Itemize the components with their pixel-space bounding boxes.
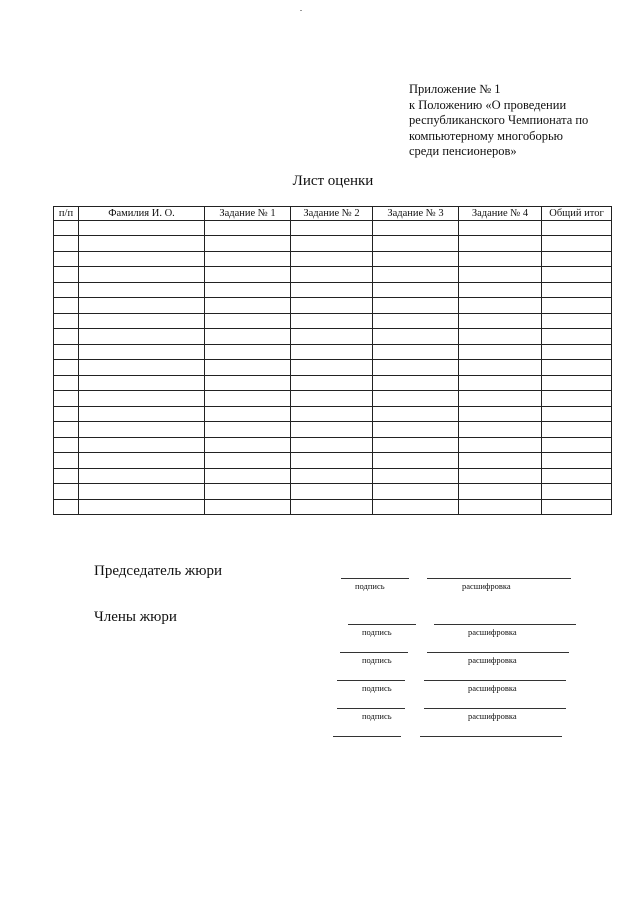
- table-cell[interactable]: [205, 422, 291, 438]
- table-cell[interactable]: [542, 499, 612, 515]
- table-cell[interactable]: [54, 220, 79, 236]
- table-cell[interactable]: [542, 437, 612, 453]
- table-cell[interactable]: [54, 360, 79, 376]
- table-cell[interactable]: [79, 437, 205, 453]
- table-cell[interactable]: [373, 484, 459, 500]
- table-row: [54, 251, 612, 267]
- members-label: Члены жюри: [94, 609, 177, 625]
- table-cell[interactable]: [291, 484, 373, 500]
- table-cell[interactable]: [459, 375, 542, 391]
- table-row: [54, 236, 612, 252]
- table-cell[interactable]: [459, 220, 542, 236]
- member-decode-line[interactable]: [434, 624, 576, 625]
- column-header-task-3: Задание № 3: [373, 207, 459, 221]
- table-cell[interactable]: [205, 267, 291, 283]
- table-cell[interactable]: [459, 313, 542, 329]
- table-cell[interactable]: [373, 391, 459, 407]
- table-cell[interactable]: [542, 422, 612, 438]
- table-cell[interactable]: [291, 236, 373, 252]
- table-cell[interactable]: [459, 236, 542, 252]
- table-cell[interactable]: [79, 313, 205, 329]
- table-cell[interactable]: [542, 360, 612, 376]
- table-row: [54, 468, 612, 484]
- table-cell[interactable]: [54, 484, 79, 500]
- table-cell[interactable]: [205, 220, 291, 236]
- table-cell[interactable]: [79, 298, 205, 314]
- column-header-number: п/п: [54, 207, 79, 221]
- decode-caption: расшифровка: [468, 683, 517, 693]
- scan-speck: [300, 10, 302, 11]
- table-cell[interactable]: [79, 220, 205, 236]
- appendix-line: среди пенсионеров»: [409, 144, 517, 158]
- table-cell[interactable]: [291, 391, 373, 407]
- table-cell[interactable]: [79, 251, 205, 267]
- table-cell[interactable]: [205, 468, 291, 484]
- chairman-decode-line[interactable]: [427, 578, 571, 579]
- table-cell[interactable]: [542, 251, 612, 267]
- table-cell[interactable]: [205, 391, 291, 407]
- table-cell[interactable]: [205, 236, 291, 252]
- table-cell[interactable]: [542, 313, 612, 329]
- table-cell[interactable]: [79, 329, 205, 345]
- decode-caption: расшифровка: [468, 655, 517, 665]
- table-cell[interactable]: [373, 375, 459, 391]
- member-signature-line[interactable]: [337, 708, 405, 709]
- table-cell[interactable]: [373, 267, 459, 283]
- table-cell[interactable]: [54, 375, 79, 391]
- sign-caption: подпись: [362, 711, 392, 721]
- table-cell[interactable]: [542, 406, 612, 422]
- table-cell[interactable]: [205, 313, 291, 329]
- table-cell[interactable]: [373, 329, 459, 345]
- appendix-line: Приложение № 1: [409, 82, 501, 96]
- evaluation-table: [53, 206, 612, 515]
- table-row: [54, 267, 612, 283]
- table-cell[interactable]: [205, 484, 291, 500]
- table-cell[interactable]: [205, 360, 291, 376]
- table-cell[interactable]: [373, 236, 459, 252]
- table-cell[interactable]: [542, 391, 612, 407]
- column-header-task-1: Задание № 1: [205, 207, 291, 221]
- column-header-total: Общий итог: [542, 207, 612, 221]
- table-cell[interactable]: [291, 437, 373, 453]
- table-cell[interactable]: [79, 453, 205, 469]
- table-cell[interactable]: [542, 236, 612, 252]
- member-signature-line[interactable]: [333, 736, 401, 737]
- table-cell[interactable]: [459, 499, 542, 515]
- table-cell[interactable]: [542, 220, 612, 236]
- table-cell[interactable]: [79, 422, 205, 438]
- table-cell[interactable]: [79, 484, 205, 500]
- table-cell[interactable]: [79, 468, 205, 484]
- table-cell[interactable]: [291, 422, 373, 438]
- table-row: [54, 406, 612, 422]
- table-cell[interactable]: [79, 406, 205, 422]
- table-cell[interactable]: [291, 406, 373, 422]
- table-cell[interactable]: [459, 437, 542, 453]
- table-cell[interactable]: [79, 360, 205, 376]
- table-cell[interactable]: [291, 298, 373, 314]
- table-cell[interactable]: [542, 484, 612, 500]
- table-cell[interactable]: [79, 282, 205, 298]
- table-cell[interactable]: [205, 375, 291, 391]
- table-cell[interactable]: [291, 282, 373, 298]
- table-cell[interactable]: [205, 453, 291, 469]
- table-cell[interactable]: [291, 313, 373, 329]
- table-cell[interactable]: [373, 360, 459, 376]
- member-decode-line[interactable]: [424, 680, 566, 681]
- table-cell[interactable]: [79, 267, 205, 283]
- table-cell[interactable]: [54, 422, 79, 438]
- table-cell[interactable]: [54, 453, 79, 469]
- table-cell[interactable]: [459, 468, 542, 484]
- decode-caption: расшифровка: [468, 627, 517, 637]
- table-cell[interactable]: [54, 391, 79, 407]
- table-cell[interactable]: [54, 298, 79, 314]
- table-cell[interactable]: [79, 499, 205, 515]
- table-cell[interactable]: [373, 313, 459, 329]
- member-signature-line[interactable]: [337, 680, 405, 681]
- table-row: [54, 375, 612, 391]
- table-cell[interactable]: [54, 437, 79, 453]
- table-cell[interactable]: [54, 468, 79, 484]
- table-cell[interactable]: [79, 344, 205, 360]
- sign-caption: подпись: [362, 655, 392, 665]
- appendix-line: к Положению «О проведении: [409, 97, 567, 112]
- table-cell[interactable]: [54, 282, 79, 298]
- sign-caption: подпись: [355, 581, 385, 591]
- table-cell[interactable]: [54, 236, 79, 252]
- table-cell[interactable]: [373, 251, 459, 267]
- table-cell[interactable]: [54, 313, 79, 329]
- table-row: [54, 344, 612, 360]
- sign-caption: подпись: [362, 627, 392, 637]
- table-cell[interactable]: [54, 251, 79, 267]
- member-decode-line[interactable]: [420, 736, 562, 737]
- table-cell[interactable]: [54, 329, 79, 345]
- table-cell[interactable]: [373, 298, 459, 314]
- table-cell[interactable]: [79, 236, 205, 252]
- table-cell[interactable]: [54, 344, 79, 360]
- table-cell[interactable]: [205, 499, 291, 515]
- table-cell[interactable]: [291, 453, 373, 469]
- table-cell[interactable]: [205, 437, 291, 453]
- table-cell[interactable]: [459, 453, 542, 469]
- table-row: [54, 499, 612, 515]
- table-cell[interactable]: [542, 453, 612, 469]
- table-cell[interactable]: [79, 375, 205, 391]
- table-cell[interactable]: [542, 298, 612, 314]
- table-cell[interactable]: [291, 468, 373, 484]
- table-cell[interactable]: [459, 267, 542, 283]
- table-cell[interactable]: [291, 499, 373, 515]
- table-cell[interactable]: [205, 251, 291, 267]
- table-cell[interactable]: [459, 251, 542, 267]
- appendix-line: компьютерному многоборью: [409, 128, 563, 143]
- table-cell[interactable]: [373, 406, 459, 422]
- table-row: [54, 453, 612, 469]
- table-cell[interactable]: [373, 422, 459, 438]
- decode-caption: расшифровка: [462, 581, 511, 591]
- table-cell[interactable]: [459, 344, 542, 360]
- table-cell[interactable]: [459, 282, 542, 298]
- table-header-row: [54, 207, 612, 221]
- table-cell[interactable]: [373, 344, 459, 360]
- member-signature-line[interactable]: [340, 652, 408, 653]
- table-cell[interactable]: [542, 267, 612, 283]
- appendix-note: [409, 82, 619, 160]
- table-cell[interactable]: [54, 267, 79, 283]
- table-row: [54, 298, 612, 314]
- table-cell[interactable]: [373, 220, 459, 236]
- table-cell[interactable]: [373, 437, 459, 453]
- chairman-label: Председатель жюри: [94, 563, 223, 579]
- decode-caption: расшифровка: [468, 711, 517, 721]
- column-header-name: Фамилия И. О.: [79, 207, 205, 221]
- member-signature-line[interactable]: [348, 624, 416, 625]
- chairman-signature-line[interactable]: [341, 578, 409, 579]
- table-row: [54, 220, 612, 236]
- table-cell[interactable]: [459, 360, 542, 376]
- table-cell[interactable]: [542, 329, 612, 345]
- table-cell[interactable]: [373, 282, 459, 298]
- table-row: [54, 391, 612, 407]
- table-cell[interactable]: [291, 251, 373, 267]
- table-row: [54, 360, 612, 376]
- table-cell[interactable]: [542, 375, 612, 391]
- table-row: [54, 484, 612, 500]
- column-header-task-4: Задание № 4: [459, 207, 542, 221]
- table-cell[interactable]: [459, 484, 542, 500]
- table-cell[interactable]: [459, 298, 542, 314]
- member-decode-line[interactable]: [424, 708, 566, 709]
- column-header-task-2: Задание № 2: [291, 207, 373, 221]
- table-cell[interactable]: [459, 406, 542, 422]
- table-cell[interactable]: [291, 360, 373, 376]
- table-cell[interactable]: [459, 391, 542, 407]
- table-cell[interactable]: [54, 499, 79, 515]
- table-cell[interactable]: [54, 406, 79, 422]
- table-cell[interactable]: [291, 344, 373, 360]
- table-cell[interactable]: [459, 329, 542, 345]
- table-row: [54, 422, 612, 438]
- table-row: [54, 437, 612, 453]
- table-cell[interactable]: [373, 468, 459, 484]
- table-cell[interactable]: [291, 329, 373, 345]
- table-cell[interactable]: [205, 406, 291, 422]
- table-cell[interactable]: [205, 282, 291, 298]
- table-row: [54, 313, 612, 329]
- member-decode-line[interactable]: [427, 652, 569, 653]
- table-cell[interactable]: [291, 375, 373, 391]
- table-cell[interactable]: [542, 468, 612, 484]
- table-cell[interactable]: [373, 499, 459, 515]
- table-cell[interactable]: [542, 344, 612, 360]
- table-cell[interactable]: [79, 391, 205, 407]
- table-cell[interactable]: [205, 298, 291, 314]
- table-cell[interactable]: [291, 220, 373, 236]
- table-cell[interactable]: [205, 329, 291, 345]
- table-row: [54, 329, 612, 345]
- sign-caption: подпись: [362, 683, 392, 693]
- table-body: [54, 220, 612, 515]
- table-cell[interactable]: [459, 422, 542, 438]
- table-cell[interactable]: [542, 282, 612, 298]
- page-title: Лист оценки: [292, 173, 374, 189]
- appendix-line: республиканского Чемпионата по: [409, 113, 589, 127]
- table-row: [54, 282, 612, 298]
- table-cell[interactable]: [291, 267, 373, 283]
- table-cell[interactable]: [373, 453, 459, 469]
- table-cell[interactable]: [205, 344, 291, 360]
